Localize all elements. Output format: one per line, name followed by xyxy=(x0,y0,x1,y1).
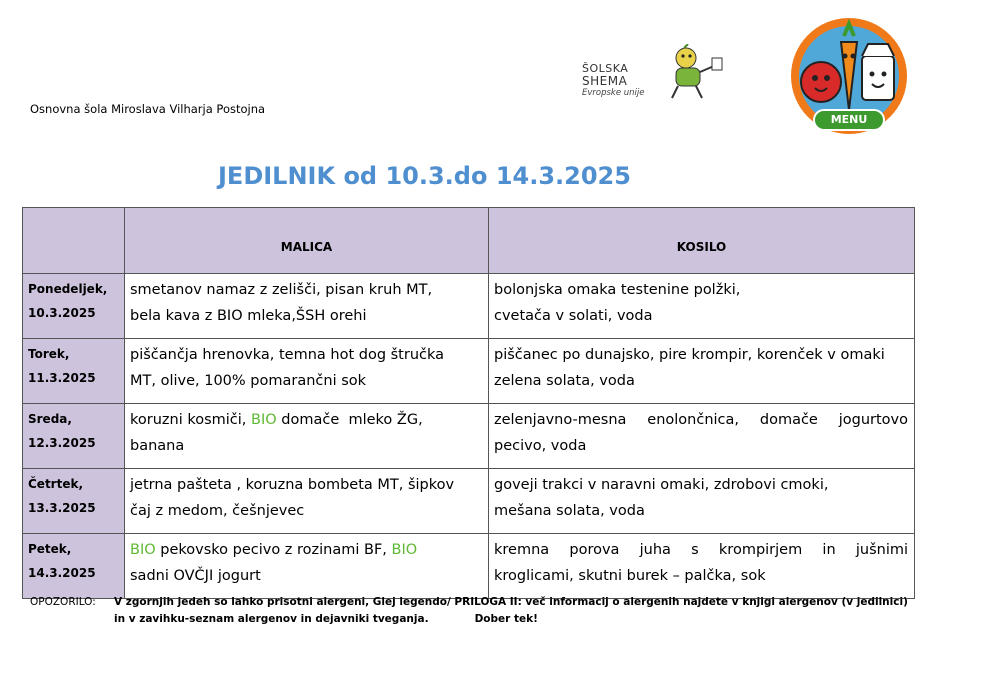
menu-table xyxy=(22,207,915,599)
malica-cell xyxy=(125,534,489,599)
kosilo-cell xyxy=(489,339,915,404)
table-row xyxy=(23,534,915,599)
malica-cell xyxy=(125,404,489,469)
note-text xyxy=(114,594,934,628)
header-malica: MALICA xyxy=(125,208,489,274)
table-row xyxy=(23,274,915,339)
kosilo-line: cvetača v solati, voda xyxy=(494,308,653,324)
table-row xyxy=(23,404,915,469)
malica-cell xyxy=(125,274,489,339)
header-kosilo: KOSILO xyxy=(489,208,915,274)
malica-text: domače mleko ŽG, xyxy=(276,412,423,428)
kosilo-line: kremna porova juha s krompirjem in jušnimi xyxy=(494,542,908,558)
malica-line: piščančja hrenovka, temna hot dog štručka xyxy=(130,347,445,363)
malica-cell xyxy=(125,469,489,534)
day-cell xyxy=(23,339,125,404)
malica-line: banana xyxy=(130,438,185,454)
note-line-1: V zgornjih jedeh so lahko prisotni alergeni, Glej legendo/ PRILOGA II: več informacij o alergenih najdete v knjigi alergenov (v jedilnici) xyxy=(114,596,908,608)
malica-line: MT, olive, 100% pomarančni sok xyxy=(130,373,367,389)
table-row xyxy=(23,339,915,404)
malica-line: čaj z medom, češnjevec xyxy=(130,503,305,519)
malica-cell xyxy=(125,339,489,404)
day-date: 10.3.2025 xyxy=(28,306,96,320)
kosilo-cell xyxy=(489,469,915,534)
malica-text: pekovsko pecivo z rozinami BF, xyxy=(155,542,392,558)
malica-line: bela kava z BIO mleka,ŠSH orehi xyxy=(130,308,367,324)
malica-text: koruzni kosmiči, xyxy=(130,412,252,428)
kosilo-line: zelena solata, voda xyxy=(494,373,635,389)
day-cell xyxy=(23,534,125,599)
day-name: Torek, xyxy=(28,347,70,361)
kosilo-cell xyxy=(489,404,915,469)
note-closing: Dober tek! xyxy=(474,613,538,625)
malica-line xyxy=(130,537,482,563)
day-cell xyxy=(23,404,125,469)
malica-line: jetrna pašteta , koruzna bombeta MT, šipkov xyxy=(130,477,455,493)
kosilo-line: pecivo, voda xyxy=(494,438,587,454)
note-line-2 xyxy=(114,611,934,628)
day-name: Ponedeljek, xyxy=(28,282,108,296)
kosilo-line: mešana solata, voda xyxy=(494,503,645,519)
malica-line: sadni OVČJI jogurt xyxy=(130,568,261,584)
kosilo-cell xyxy=(489,274,915,339)
logo-shema-line2: SHEMA xyxy=(582,74,628,88)
table-header-row xyxy=(23,208,915,274)
malica-line xyxy=(130,407,482,433)
menu-logo-label: MENU xyxy=(830,113,868,126)
malica-line: smetanov namaz z zelišči, pisan kruh MT, xyxy=(130,282,433,298)
kosilo-line: zelenjavno-mesna enolončnica, domače jogurtovo xyxy=(494,412,908,428)
day-name: Sreda, xyxy=(28,412,72,426)
day-date: 12.3.2025 xyxy=(28,436,96,450)
page-title: JEDILNIK od 10.3.do 14.3.2025 xyxy=(218,162,631,190)
kosilo-line: goveji trakci v naravni omaki, zdrobovi cmoki, xyxy=(494,477,829,493)
menu-logo xyxy=(786,14,912,142)
table-row xyxy=(23,469,915,534)
day-name: Četrtek, xyxy=(28,477,84,491)
bio-label: BIO xyxy=(130,542,156,558)
fruit-mascot-icon xyxy=(666,44,736,104)
kosilo-cell xyxy=(489,534,915,599)
day-date: 11.3.2025 xyxy=(28,371,96,385)
day-date: 13.3.2025 xyxy=(28,501,96,515)
logo-shema-line3: Evropske unije xyxy=(582,88,645,98)
school-name: Osnovna šola Miroslava Vilharja Postojna xyxy=(30,102,266,116)
kosilo-line: piščanec po dunajsko, pire krompir, korenček v omaki xyxy=(494,347,885,363)
day-cell xyxy=(23,469,125,534)
logo-shema-line1: ŠOLSKA xyxy=(582,62,629,75)
solska-shema-logo xyxy=(578,40,748,108)
kosilo-line: kroglicami, skutni burek – palčka, sok xyxy=(494,568,766,584)
note-label: OPOZORILO: xyxy=(30,596,96,608)
day-name: Petek, xyxy=(28,542,72,556)
note-line-2-text: in v zavihku-seznam alergenov in dejavniki tveganja. xyxy=(114,613,429,625)
kosilo-line: bolonjska omaka testenine polžki, xyxy=(494,282,741,298)
day-date: 14.3.2025 xyxy=(28,566,96,580)
day-cell xyxy=(23,274,125,339)
header-blank xyxy=(23,208,125,274)
bio-label: BIO xyxy=(391,542,418,558)
bio-label: BIO xyxy=(251,412,277,428)
